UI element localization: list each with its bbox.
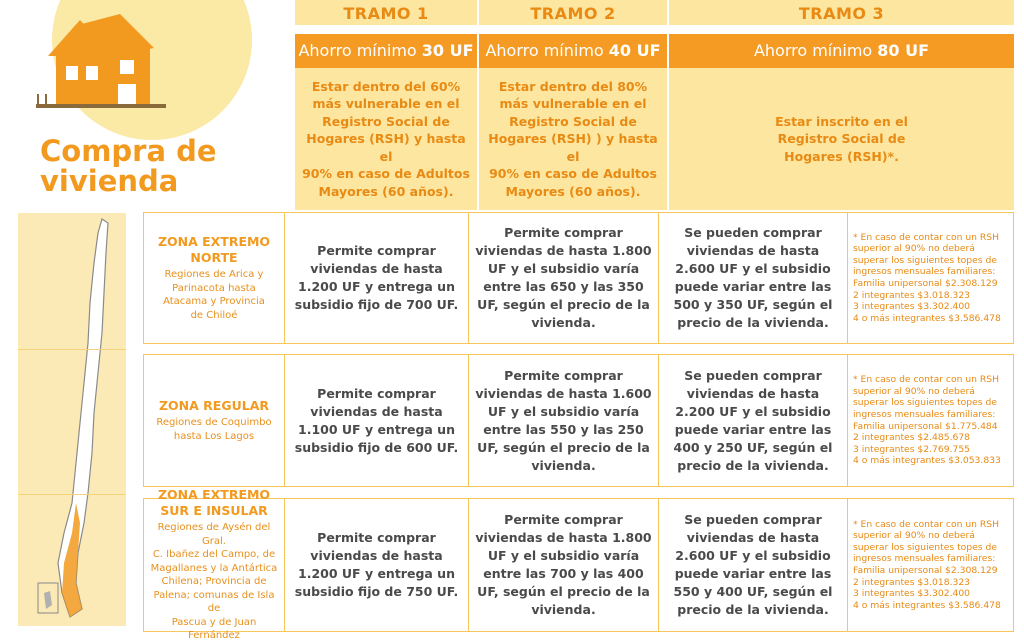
ahorro-label: Ahorro mínimo: [298, 41, 417, 60]
tramo-2-header: TRAMO 2: [479, 0, 667, 27]
zone-regions-line: Pascua y de Juan Fernández: [171, 616, 257, 642]
tramo-3-ahorro: [669, 34, 1014, 68]
note-line: * En caso de contar con un RSH: [853, 231, 1000, 243]
tramo-1-requirement: [295, 68, 477, 210]
zone-row-extremo-sur: [143, 487, 1014, 642]
zone-label-cell: [144, 213, 284, 343]
note-line: Familia unipersonal $1.775.484: [853, 420, 998, 432]
note-line: 3 integrantes $2.769.755: [853, 443, 971, 455]
cell-line: viviendas de hasta: [310, 403, 443, 419]
cell-line: 550 y 400 UF, según el: [673, 584, 833, 599]
tramo-2-ahorro: [479, 34, 667, 68]
ahorro-value: 40 UF: [608, 41, 661, 60]
zone-name-line: NORTE: [190, 250, 238, 265]
cell-line: entre las 700 y las 400: [483, 566, 644, 581]
zone-regions-line: Palena; comunas de Isla de: [153, 589, 275, 615]
requirement-line: Estar inscrito en el: [775, 113, 908, 129]
income-note-cell: [847, 213, 1013, 343]
cell-line: precio de la vivienda.: [677, 315, 829, 330]
requirement-line: Registro Social de: [777, 131, 906, 147]
note-line: 2 integrantes $3.018.323: [853, 576, 971, 588]
tramo-1-cell: [284, 499, 468, 631]
note-line: 4 o más integrantes $3.053.833: [853, 455, 1001, 467]
ahorro-value: 30 UF: [421, 41, 474, 60]
zone-name-line: SUR E INSULAR: [160, 503, 268, 519]
tramo-1-header: TRAMO 1: [295, 0, 477, 27]
cell-line: Se pueden comprar: [684, 512, 822, 527]
note-line: * En caso de contar con un RSH: [853, 518, 1000, 530]
cell-line: 1.100 UF y entrega un: [298, 421, 455, 437]
requirement-line: 90% en caso de Adultos: [302, 166, 470, 182]
note-line: * En caso de contar con un RSH: [853, 374, 1000, 386]
tramo-2-requirement: [479, 68, 667, 210]
tramo-1-cell: [284, 213, 468, 343]
cell-line: puede variar entre las: [674, 566, 832, 581]
cell-line: 500 y 350 UF, según el: [673, 297, 833, 312]
zone-regions: [163, 268, 265, 322]
cell-line: Permite comprar: [504, 225, 623, 240]
cell-line: 1.200 UF y entrega un: [298, 279, 455, 294]
requirement-line: Estar dentro del 80%: [498, 78, 648, 94]
tramo-3-header: TRAMO 3: [669, 0, 1014, 27]
cell-line: Permite comprar: [317, 530, 436, 545]
tramo-3-cell: [658, 499, 847, 631]
cell-line: precio de la vivienda.: [677, 602, 829, 617]
page-title: Compra de vivienda: [40, 134, 217, 198]
cell-line: Permite comprar: [504, 512, 623, 527]
note-line: 2 integrantes $3.018.323: [853, 289, 971, 301]
cell-line: viviendas de hasta 1.800: [475, 530, 652, 545]
zone-name-line: ZONA EXTREMO: [157, 487, 271, 503]
chile-map-icon: [18, 213, 126, 626]
tramo-3-cell: [658, 355, 847, 486]
tramo-2-cell: [468, 499, 658, 631]
note-line: 4 o más integrantes $3.586.478: [853, 312, 1001, 324]
note-line: 2 integrantes $2.485.678: [853, 432, 971, 444]
zone-label-cell: [144, 355, 284, 486]
zone-regions-line: Chilena; Provincia de: [161, 576, 267, 588]
map-divider: [18, 349, 126, 350]
zone-regions: [148, 521, 280, 643]
cell-line: entre las 650 y las 350: [483, 279, 644, 294]
zone-label-cell: [144, 487, 284, 642]
cell-line: subsidio fijo de 750 UF.: [294, 584, 459, 599]
zone-row-extremo-norte: [143, 212, 1014, 344]
cell-line: viviendas de hasta 1.800: [475, 243, 652, 258]
note-line: superar los siguientes topes de: [853, 397, 997, 409]
zone-row-regular: [143, 354, 1014, 487]
note-line: superior al 90% no deberá: [853, 530, 975, 542]
requirement-line: Hogares (RSH) ) y hasta el: [488, 131, 658, 164]
cell-line: vivienda.: [531, 457, 596, 473]
zone-regions-line: Parinacota hasta: [172, 282, 256, 294]
cell-line: viviendas de hasta: [310, 261, 443, 276]
income-note-cell: [847, 499, 1013, 631]
note-line: superior al 90% no deberá: [853, 243, 975, 255]
requirement-line: Mayores (60 años).: [505, 183, 641, 199]
zone-regions-line: Magallanes y la Antártica: [150, 562, 278, 574]
note-line: ingresos mensuales familiares:: [853, 266, 996, 278]
zone-name-line: ZONA REGULAR: [158, 398, 270, 413]
note-line: 4 o más integrantes $3.586.478: [853, 599, 1001, 611]
cell-line: Permite comprar: [504, 367, 623, 383]
note-line: 3 integrantes $3.302.400: [853, 588, 971, 600]
zone-regions-line: Regiones de Coquimbo: [156, 417, 272, 428]
zone-regions-line: C. Ibañez del Campo, de: [152, 549, 276, 561]
note-line: 3 integrantes $3.302.400: [853, 301, 971, 313]
zone-regions-line: Regiones de Aysén del Gral.: [157, 522, 271, 547]
tramo-3-requirement: [669, 68, 1014, 210]
cell-line: UF y el subsidio varía: [487, 261, 640, 276]
cell-line: 2.600 UF y el subsidio: [675, 548, 831, 563]
requirement-line: Hogares (RSH) y hasta el: [306, 131, 466, 164]
cell-line: vivienda.: [531, 315, 596, 330]
map-divider: [18, 494, 126, 495]
cell-line: vivienda.: [531, 602, 596, 617]
cell-line: 1.200 UF y entrega un: [298, 566, 455, 581]
cell-line: viviendas de hasta: [686, 530, 820, 545]
cell-line: 2.200 UF y el subsidio: [675, 403, 831, 419]
cell-line: viviendas de hasta: [686, 243, 820, 258]
cell-line: viviendas de hasta 1.600: [475, 385, 652, 401]
cell-line: Permite comprar: [317, 243, 436, 258]
note-line: ingresos mensuales familiares:: [853, 553, 996, 565]
note-line: superar los siguientes topes de: [853, 254, 997, 266]
cell-line: UF, según el precio de la: [477, 584, 650, 599]
requirement-line: Mayores (60 años).: [318, 183, 454, 199]
note-line: ingresos mensuales familiares:: [853, 408, 996, 420]
tramo-1-ahorro: [295, 34, 477, 68]
requirement-line: más vulnerable en el: [312, 96, 460, 112]
requirement-line: más vulnerable en el: [499, 96, 647, 112]
cell-line: puede variar entre las: [674, 421, 832, 437]
zone-regions-line: hasta Los Lagos: [173, 430, 255, 442]
house-icon: [28, 8, 178, 128]
cell-line: viviendas de hasta: [310, 548, 443, 563]
cell-line: UF, según el precio de la: [477, 297, 650, 312]
tramo-2-cell: [468, 355, 658, 486]
cell-line: Se pueden comprar: [684, 225, 822, 240]
cell-line: Permite comprar: [317, 385, 436, 401]
cell-line: 400 y 250 UF, según el: [673, 439, 833, 455]
chile-map-panel: [18, 213, 126, 626]
zone-regions: [156, 416, 271, 443]
ahorro-label: Ahorro mínimo: [753, 41, 873, 60]
note-line: superior al 90% no deberá: [853, 385, 975, 397]
zone-regions-line: Regiones de Arica y: [164, 269, 264, 280]
cell-line: UF, según el precio de la: [477, 439, 650, 455]
ahorro-value: 80 UF: [877, 41, 930, 60]
cell-line: Se pueden comprar: [684, 367, 822, 383]
cell-line: subsidio fijo de 600 UF.: [294, 439, 459, 455]
zone-name: [158, 487, 270, 519]
zone-name: [159, 398, 269, 414]
income-note-cell: [847, 355, 1013, 486]
zone-regions-line: de Chiloé: [190, 309, 238, 321]
cell-line: entre las 550 y las 250: [483, 421, 644, 437]
cell-line: puede variar entre las: [674, 279, 832, 294]
tramo-3-cell: [658, 213, 847, 343]
cell-line: UF y el subsidio varía: [487, 548, 640, 563]
cell-line: precio de la vivienda.: [677, 457, 829, 473]
tramo-1-cell: [284, 355, 468, 486]
zone-name: [158, 234, 270, 266]
cell-line: UF y el subsidio varía: [487, 403, 640, 419]
note-line: Familia unipersonal $2.308.129: [853, 278, 998, 289]
requirement-line: Registro Social de: [509, 113, 637, 129]
tramo-2-cell: [468, 213, 658, 343]
note-line: Familia unipersonal $2.308.129: [853, 565, 998, 576]
ahorro-label: Ahorro mínimo: [485, 41, 604, 60]
requirement-line: Estar dentro del 60%: [311, 78, 461, 94]
zone-regions-line: Atacama y Provincia: [163, 296, 265, 307]
zone-name-line: ZONA EXTREMO: [157, 234, 271, 249]
cell-line: 2.600 UF y el subsidio: [675, 261, 831, 276]
note-line: superar los siguientes topes de: [853, 541, 997, 553]
cell-line: subsidio fijo de 700 UF.: [294, 297, 459, 312]
requirement-line: 90% en caso de Adultos: [489, 166, 657, 182]
cell-line: viviendas de hasta: [686, 385, 820, 401]
requirement-line: Hogares (RSH)*.: [784, 148, 899, 164]
requirement-line: Registro Social de: [322, 113, 450, 129]
